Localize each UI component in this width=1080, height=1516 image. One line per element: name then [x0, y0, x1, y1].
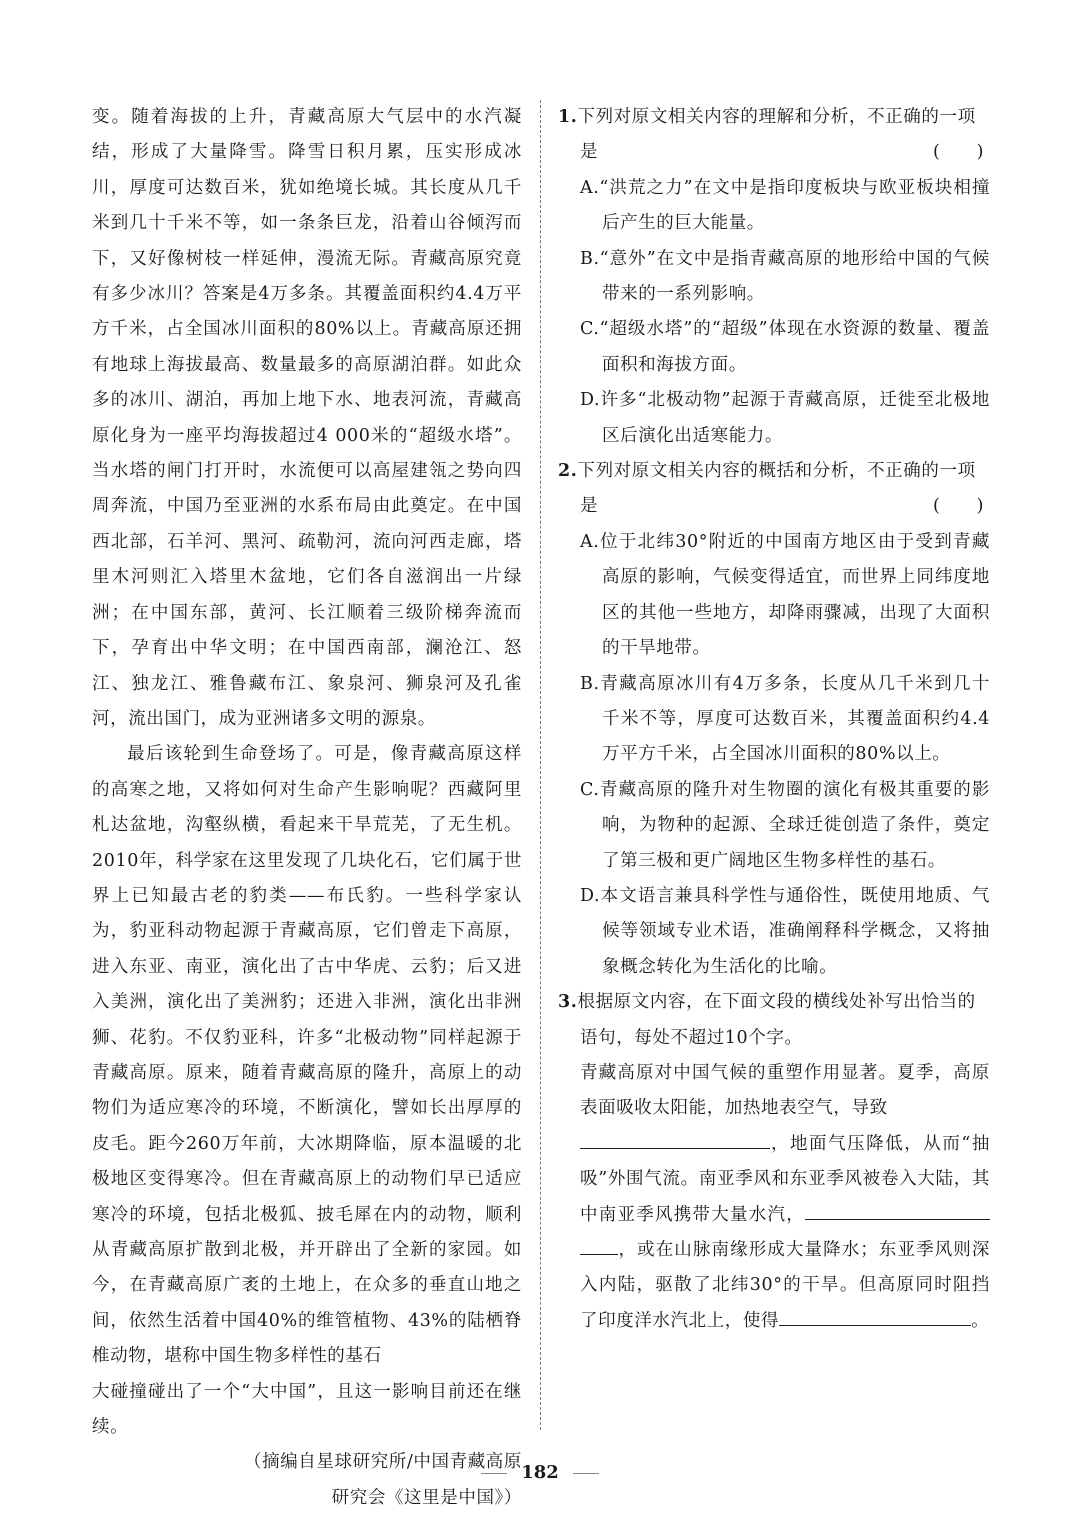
option-a: A.“洪荒之力”在文中是指印度板块与欧亚板块相撞后产生的巨大能量。 — [580, 177, 990, 234]
answer-blank-2[interactable] — [805, 1199, 990, 1219]
passage-paragraph-1: 变。随着海拔的上升，青藏高原大气层中的水汽凝结，形成了大量降雪。降雪日积月累，压实形成冰川，厚度可达数百米，犹如绝境长城。其长度从几千米到几十千米不等，如一条条巨龙，沿着山谷倾泻而下，又好像树枝一样延伸，漫流无际。青藏高原究竟有多少冰川？答案是4万多条。其覆盖面积约4.4万平方千米，占全国冰川面积的80%以上。青藏高原还拥有地球上海拔最高、数量最多的高原湖泊群。如此众多的冰川、湖泊，再加上地下水、地表河流，青藏高原化身为一座平均海拔超过4 000米的“超级水塔”。当水塔的闸门打开时，水流便可以高屋建瓴之势向四周奔流，中国乃至亚洲的水系布局由此奠定。在中国西北部，石羊河、黑河、疏勒河，流向河西走廊，塔里木河则汇入塔里木盆地，它们各自滋润出一片绿洲；在中国东部，黄河、长江顺着三级阶梯奔流而下，孕育出中华文明；在中国西南部，澜沧江、怒江、独龙江、雅鲁藏布江、象泉河、狮泉河及孔雀河，流出国门，成为亚洲诸多文明的源泉。 — [92, 107, 522, 729]
source-line-2: 研究会《这里是中国》） — [331, 1487, 522, 1508]
answer-blank-2-cont[interactable] — [580, 1235, 618, 1255]
option-a: A.位于北纬30°附近的中国南方地区由于受到青藏高原的影响，气候变得适宜，而世界上同纬度地区的其他一些地方，却降雨骤减，出现了大面积的干旱地带。 — [580, 531, 990, 659]
footer-rule-right — [573, 1473, 599, 1474]
page-number-footer — [0, 1462, 1080, 1483]
answer-parentheses: ( ) — [932, 496, 984, 517]
question-number: 1. — [558, 107, 578, 127]
question-number: 2. — [558, 461, 578, 482]
option-c: C.“超级水塔”的“超级”体现在水资源的数量、覆盖面积和海拔方面。 — [580, 319, 990, 375]
question-2 — [558, 454, 990, 985]
questions-column — [558, 100, 990, 1339]
page-number: 182 — [521, 1462, 559, 1483]
question-1 — [558, 100, 990, 454]
passage-paragraph-2: 最后该轮到生命登场了。可是，像青藏高原这样的高寒之地，又将如何对生命产生影响呢？西藏阿里札达盆地，沟壑纵横，看起来干旱荒芜，了无生机。2010年，科学家在这里发现了几块化石，它们属于世界上已知最古老的豹类——布氏豹。一些科学家认为，豹亚科动物起源于青藏高原，它们曾走下高原，进入东亚、南亚，演化出了古中华虎、云豹；后又进入美洲，演化出了美洲豹；还进入非洲，演化出非洲狮、花豹。不仅豹亚科，许多“北极动物”同样起源于青藏高原。原来，随着青藏高原的隆升，高原上的动物们为适应寒冷的环境，不断演化，譬如长出厚厚的皮毛。距今260万年前，大冰期降临，原本温暖的北极地区变得寒冷。但在青藏高原上的动物们早已适应寒冷的环境，包括北极狐、披毛犀在内的动物，顺利从青藏高原扩散到北极，并开辟出了全新的家园。如今，在青藏高原广袤的土地上，在众多的垂直山地之间，依然生活着中国40%的维管植物、43%的陆栖脊椎动物，堪称中国生物多样性的基石 — [92, 744, 522, 1367]
footer-rule-left — [481, 1473, 507, 1474]
answer-blank-1[interactable] — [580, 1129, 770, 1149]
question-stem — [558, 985, 990, 1056]
question-number: 3. — [558, 992, 578, 1013]
fill-in-passage — [558, 1056, 990, 1339]
question-3 — [558, 985, 990, 1339]
fill-text-4: 。 — [971, 1310, 990, 1331]
fill-text-2: ，地面气压降低，从而“抽吸”外围气流。南亚季风和东亚季风被卷入大陆，其中南亚季风携带大量水汽， — [580, 1133, 990, 1225]
fill-text-3: ，或在山脉南缘形成大量降水；东亚季风则深入内陆，驱散了北纬30°的干旱。但高原同时阻挡了印度洋水汽北上，使得 — [580, 1240, 990, 1331]
question-stem-text: 下列对原文相关内容的概括和分析，不正确的一项是 — [577, 461, 976, 517]
answer-parentheses: ( ) — [932, 142, 984, 163]
question-stem — [558, 454, 990, 525]
option-b: B.青藏高原冰川有4万多条，长度从几千米到几十千米不等，厚度可达数百米，其覆盖面积约4.4万平方千米，占全国冰川面积的80%以上。 — [580, 673, 990, 765]
question-stem-text: 根据原文内容，在下面文段的横线处补写出恰当的语句，每处不超过10个字。 — [577, 992, 976, 1048]
answer-blank-3[interactable] — [779, 1306, 971, 1326]
source-line-1: （摘编自星球研究所/中国青藏高原 — [244, 1452, 522, 1473]
option-d: D.本文语言兼具科学性与通俗性，既使用地质、气候等领域专业术语，准确阐释科学概念，又将抽象概念转化为生活化的比喻。 — [580, 885, 990, 977]
question-stem — [558, 100, 990, 171]
column-divider — [540, 100, 541, 1430]
option-c: C.青藏高原的隆升对生物圈的演化有极其重要的影响，为物种的起源、全球迁徙创造了条件，奠定了第三极和更广阔地区生物多样性的基石。 — [580, 779, 990, 871]
question-stem-text: 下列对原文相关内容的理解和分析，不正确的一项是 — [577, 107, 976, 163]
passage-column — [92, 100, 522, 1516]
option-d: D.许多“北极动物”起源于青藏高原，迁徙至北极地区后演化出适寒能力。 — [580, 390, 990, 446]
passage-paragraph-3: 大碰撞碰出了一个“大中国”，且这一影响目前还在继续。 — [92, 1381, 522, 1438]
option-b: B.“意外”在文中是指青藏高原的地形给中国的气候带来的一系列影响。 — [580, 248, 990, 305]
fill-text-1: 青藏高原对中国气候的重塑作用显著。夏季，高原表面吸收太阳能，加热地表空气，导致 — [580, 1062, 990, 1119]
